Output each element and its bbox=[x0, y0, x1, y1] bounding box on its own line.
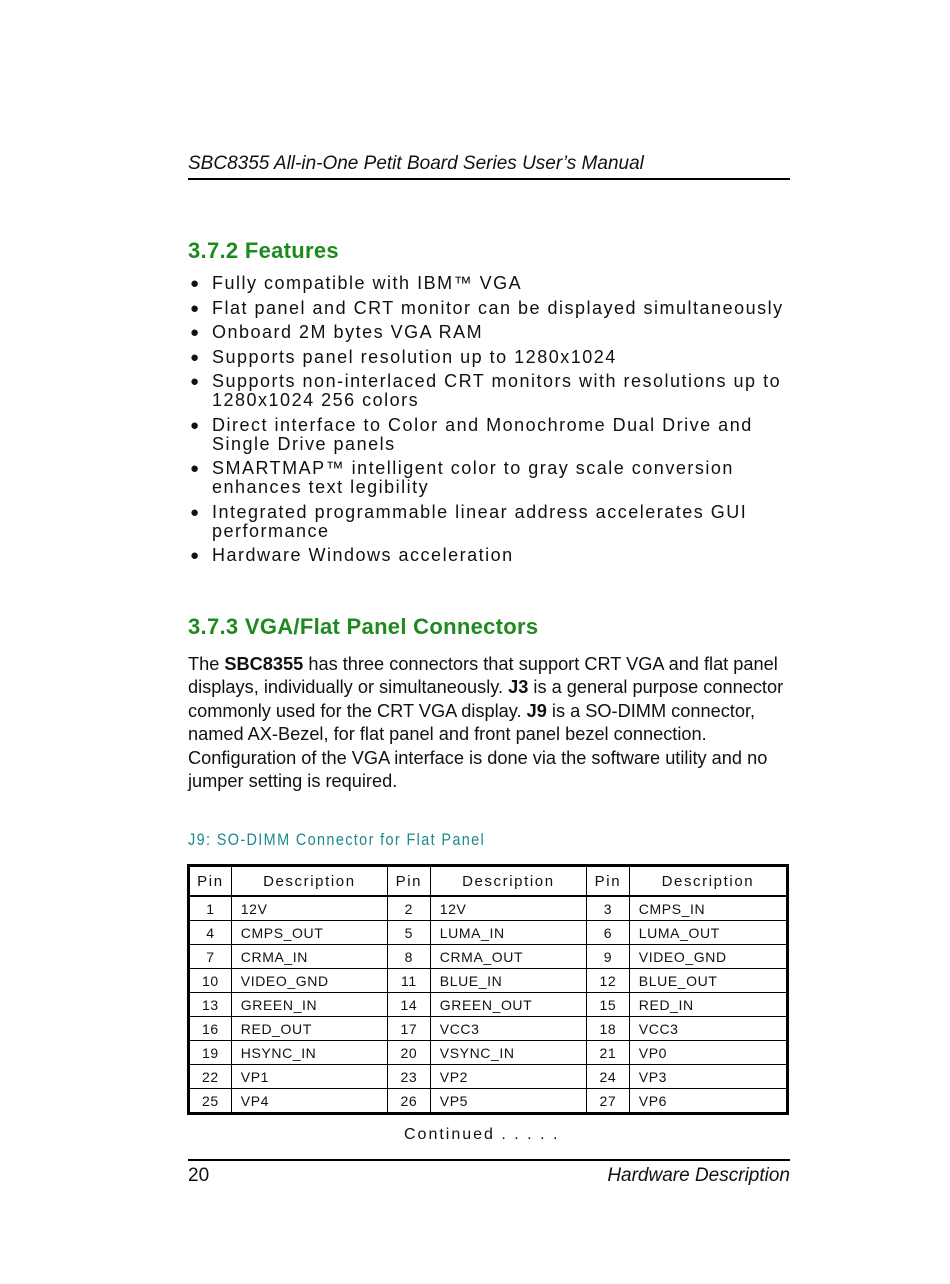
description-cell: VP0 bbox=[629, 1041, 787, 1065]
description-cell: LUMA_IN bbox=[430, 921, 586, 945]
feature-item: ● Supports non-interlaced CRT monitors with resolutions up to 1280x1024 256 colors bbox=[190, 371, 782, 410]
pin-cell: 27 bbox=[587, 1089, 630, 1114]
pin-cell: 16 bbox=[189, 1017, 232, 1041]
features-heading: 3.7.2 Features bbox=[188, 238, 339, 263]
description-cell: VIDEO_GND bbox=[231, 969, 387, 993]
page-number: 20 bbox=[188, 1165, 210, 1186]
pin-cell: 21 bbox=[587, 1041, 630, 1065]
pin-cell: 1 bbox=[189, 896, 232, 921]
pin-cell: 13 bbox=[189, 993, 232, 1017]
feature-item: ● Fully compatible with IBM™ VGA bbox=[190, 273, 523, 293]
column-header: Pin bbox=[189, 866, 232, 897]
description-cell: BLUE_OUT bbox=[629, 969, 787, 993]
description-cell: VP1 bbox=[231, 1065, 387, 1089]
bullet-icon: ● bbox=[190, 299, 200, 317]
pin-cell: 9 bbox=[587, 945, 630, 969]
bullet-icon: ● bbox=[190, 348, 200, 366]
description-cell: GREEN_OUT bbox=[430, 993, 586, 1017]
description-cell: VP5 bbox=[430, 1089, 586, 1114]
feature-item: ● Direct interface to Color and Monochrome Dual Drive and Single Drive panels bbox=[190, 414, 753, 454]
description-cell: VSYNC_IN bbox=[430, 1041, 586, 1065]
table-row bbox=[189, 993, 788, 1017]
feature-item: ● Hardware Windows acceleration bbox=[190, 545, 514, 565]
description-cell: RED_IN bbox=[629, 993, 787, 1017]
bullet-icon: ● bbox=[190, 373, 200, 390]
description-cell: CRMA_OUT bbox=[430, 945, 586, 969]
pin-cell: 23 bbox=[387, 1065, 430, 1089]
bullet-icon: ● bbox=[190, 460, 200, 477]
pin-cell: 20 bbox=[387, 1041, 430, 1065]
feature-item: ● Supports panel resolution up to 1280x1024 bbox=[190, 346, 617, 367]
pin-cell: 18 bbox=[587, 1017, 630, 1041]
pin-cell: 19 bbox=[189, 1041, 232, 1065]
description-cell: 12V bbox=[231, 896, 387, 921]
description-cell: LUMA_OUT bbox=[629, 921, 787, 945]
features-list bbox=[190, 274, 790, 571]
pin-cell: 26 bbox=[387, 1089, 430, 1114]
pin-cell: 14 bbox=[387, 993, 430, 1017]
table-row bbox=[189, 896, 788, 921]
description-cell: VP6 bbox=[629, 1089, 787, 1114]
description-cell: VCC3 bbox=[629, 1017, 787, 1041]
board-name: SBC8355 bbox=[224, 654, 304, 674]
page-footer bbox=[188, 1159, 790, 1186]
description-cell: GREEN_IN bbox=[231, 993, 387, 1017]
column-header: Description bbox=[629, 866, 787, 897]
table-header-row bbox=[189, 866, 788, 897]
table-row bbox=[189, 1065, 788, 1089]
description-cell: CMPS_OUT bbox=[231, 921, 387, 945]
pin-cell: 22 bbox=[189, 1065, 232, 1089]
table-caption: J9: SO-DIMM Connector for Flat Panel bbox=[188, 830, 486, 849]
connector-j3: J3 bbox=[508, 677, 529, 698]
pin-cell: 8 bbox=[387, 945, 430, 969]
pin-cell: 3 bbox=[587, 896, 630, 921]
table-row bbox=[189, 969, 788, 993]
pin-cell: 7 bbox=[189, 945, 232, 969]
continued-note: Continued . . . . . bbox=[404, 1126, 560, 1143]
bullet-icon: ● bbox=[190, 547, 200, 564]
description-cell: CRMA_IN bbox=[231, 945, 387, 969]
pin-table bbox=[187, 864, 789, 1115]
connectors-paragraph: The SBC8355 has three connectors that support CRT VGA and flat panel displays, individually or simultaneously. J3 is a general purpose connector commonly used for the CRT VGA display. J9 is a SO-DIMM connector, named AX-Bezel, for flat panel and front panel bezel connection. Configuration of the VGA interface is done via the software utility and no jumper setting is required. bbox=[188, 654, 784, 792]
feature-item: ● Flat panel and CRT monitor can be displayed simultaneously bbox=[190, 297, 784, 318]
description-cell: VCC3 bbox=[430, 1017, 586, 1041]
connector-j9: J9 bbox=[526, 700, 547, 721]
pin-cell: 24 bbox=[587, 1065, 630, 1089]
feature-item: ● SMARTMAP™ intelligent color to gray scale conversion enhances text legibility bbox=[190, 458, 734, 497]
pin-cell: 5 bbox=[387, 921, 430, 945]
pin-cell: 11 bbox=[387, 969, 430, 993]
description-cell: RED_OUT bbox=[231, 1017, 387, 1041]
feature-item: ● Integrated programmable linear address accelerates GUI performance bbox=[190, 501, 748, 541]
description-cell: BLUE_IN bbox=[430, 969, 586, 993]
bullet-icon: ● bbox=[190, 275, 200, 292]
pin-cell: 25 bbox=[189, 1089, 232, 1114]
table-row bbox=[189, 1017, 788, 1041]
description-cell: VIDEO_GND bbox=[629, 945, 787, 969]
table-row bbox=[189, 1089, 788, 1114]
table-row bbox=[189, 921, 788, 945]
manual-title: SBC8355 All-in-One Petit Board Series User’s Manual bbox=[188, 153, 644, 174]
description-cell: HSYNC_IN bbox=[231, 1041, 387, 1065]
description-cell: CMPS_IN bbox=[629, 896, 787, 921]
page-header bbox=[188, 152, 790, 180]
pin-cell: 6 bbox=[587, 921, 630, 945]
pin-cell: 17 bbox=[387, 1017, 430, 1041]
description-cell: 12V bbox=[430, 896, 586, 921]
pin-cell: 10 bbox=[189, 969, 232, 993]
table-row bbox=[189, 1041, 788, 1065]
description-cell: VP2 bbox=[430, 1065, 586, 1089]
table-row bbox=[189, 945, 788, 969]
description-cell: VP3 bbox=[629, 1065, 787, 1089]
bullet-icon: ● bbox=[190, 503, 200, 521]
pin-cell: 15 bbox=[587, 993, 630, 1017]
bullet-icon: ● bbox=[190, 416, 200, 434]
bullet-icon: ● bbox=[190, 324, 200, 341]
feature-item: ● Onboard 2M bytes VGA RAM bbox=[190, 322, 484, 342]
pin-cell: 4 bbox=[189, 921, 232, 945]
connectors-heading: 3.7.3 VGA/Flat Panel Connectors bbox=[188, 614, 539, 639]
description-cell: VP4 bbox=[231, 1089, 387, 1114]
column-header: Description bbox=[231, 866, 387, 897]
column-header: Pin bbox=[587, 866, 630, 897]
column-header: Description bbox=[430, 866, 586, 897]
column-header: Pin bbox=[387, 866, 430, 897]
footer-section-title: Hardware Description bbox=[607, 1165, 790, 1186]
pin-cell: 2 bbox=[387, 896, 430, 921]
pin-cell: 12 bbox=[587, 969, 630, 993]
